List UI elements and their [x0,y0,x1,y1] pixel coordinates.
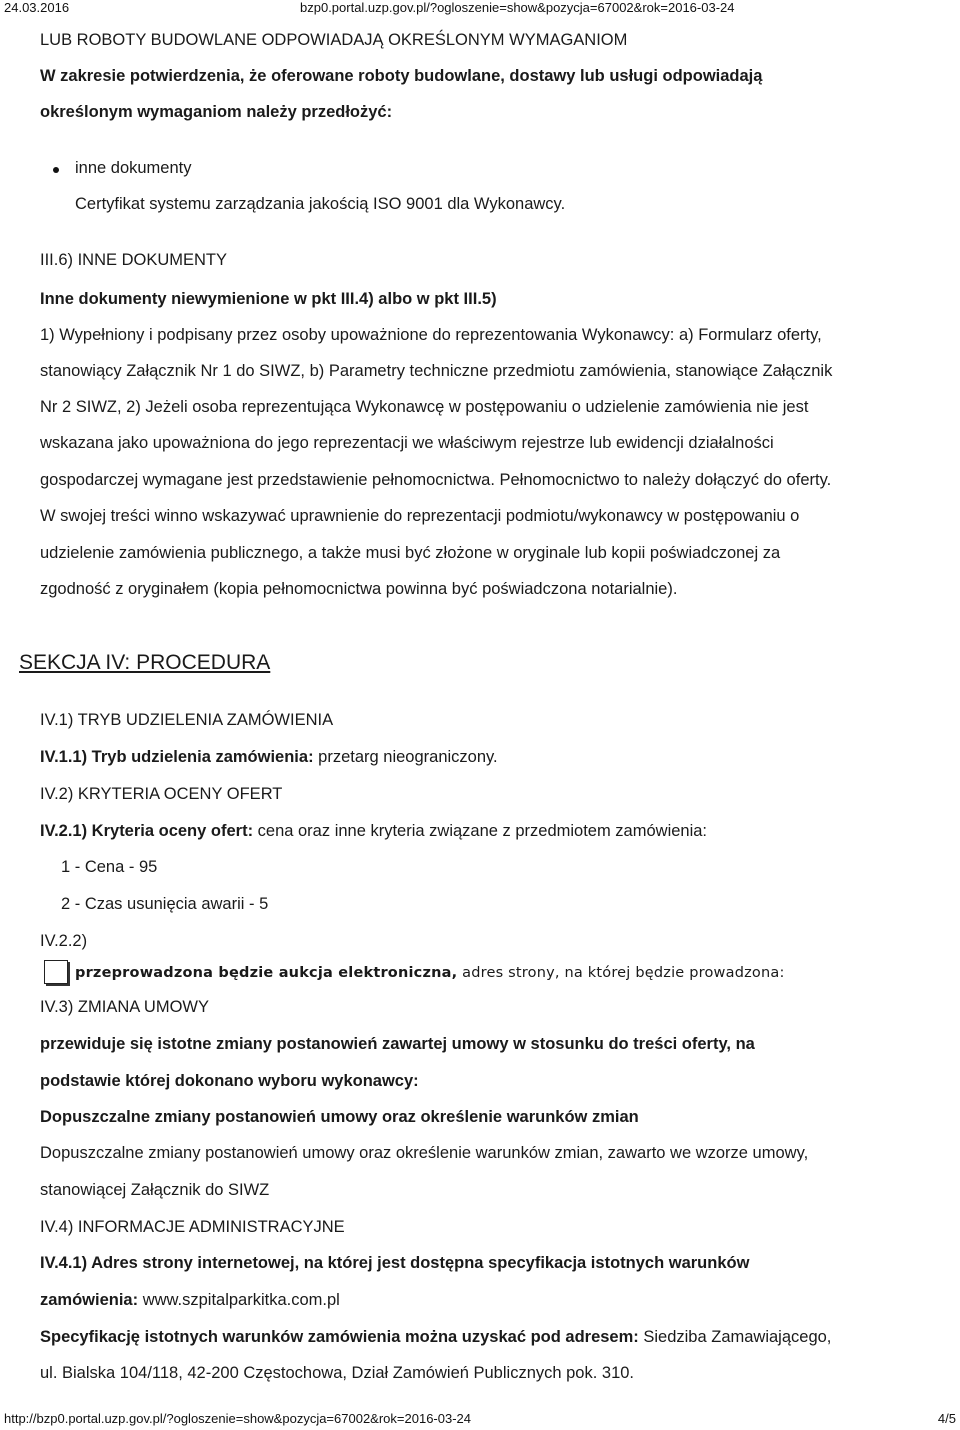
contract-change-detail-1: Dopuszczalne zmiany postanowień umowy oraz określenie warunków zmian, zawarto we wzorze umowy, [40,1144,809,1162]
criterion-item: 1 - Cena - 95 [61,858,158,876]
page-number: 4/5 [937,1411,956,1426]
list-item-other-documents: inne dokumenty [75,159,192,177]
heading-criteria: IV.2) KRYTERIA OCENY OFERT [40,785,283,803]
other-documents-label: Inne dokumenty niewymienione w pkt III.4) albo w pkt III.5) [40,290,497,308]
requirements-text-2: określonym wymaganiom należy przedłożyć: [40,103,393,121]
contract-change-text-1: przewiduje się istotne zmiany postanowień zawartej umowy w stosunku do treści oferty, na [40,1035,755,1053]
list-item-detail: Certyfikat systemu zarządzania jakością ISO 9001 dla Wykonawcy. [75,195,566,213]
heading-contract-change: IV.3) ZMIANA UMOWY [40,998,209,1016]
heading-admin-info: IV.4) INFORMACJE ADMINISTRACYJNE [40,1218,345,1236]
print-date: 24.03.2016 [4,0,70,15]
paragraph-line: W swojej treści winno wskazywać uprawnienie do reprezentacji podmiotu/wykonawcy w postępowaniu o [40,507,800,525]
auction-value: adres strony, na której będzie prowadzona: [457,965,785,981]
paragraph-line: udzielenie zamówienia publicznego, a także musi być złożone w oryginale lub kopii poświadczonej za [40,544,781,562]
section-title: SEKCJA IV: PROCEDURA [19,651,271,674]
paragraph-line: wskazana jako upoważniona do jego reprezentacji we właściwym rejestrze lub ewidencji działalności [40,434,774,452]
paragraph-line: stanowiący Załącznik Nr 1 do SIWZ, b) Parametry techniczne przedmiotu zamówienia, stanowiące Załącznik [40,362,833,380]
print-url-header: bzp0.portal.uzp.gov.pl/?ogloszenie=show&pozycja=67002&rok=2016-03-24 [300,0,735,15]
criterion-item: 2 - Czas usunięcia awarii - 5 [61,895,269,913]
heading-other-documents: III.6) INNE DOKUMENTY [40,251,228,269]
spec-address-value: Siedziba Zamawiającego, [638,1328,832,1346]
auction-line [75,963,785,983]
procedure-type-value: przetarg nieograniczony. [313,748,498,766]
contract-change-subheading: Dopuszczalne zmiany postanowień umowy oraz określenie warunków zmian [40,1108,639,1126]
bullet-icon [53,167,59,173]
contract-change-detail-2: stanowiącej Załącznik do SIWZ [40,1181,270,1199]
spec-address-line [40,1327,831,1347]
spec-url-label-1: IV.4.1) Adres strony internetowej, na której jest dostępna specyfikacja istotnych warunków [40,1254,750,1272]
subheading-auction: IV.2.2) [40,932,88,950]
spec-address-label: Specyfikację istotnych warunków zamówienia można uzyskać pod adresem: [40,1328,639,1346]
requirements-text-1: W zakresie potwierdzenia, że oferowane roboty budowlane, dostawy lub usługi odpowiadają [40,67,763,85]
contract-change-text-2: podstawie której dokonano wyboru wykonawcy: [40,1072,419,1090]
criteria-value: cena oraz inne kryteria związane z przedmiotem zamówienia: [253,822,708,840]
criteria-label: IV.2.1) Kryteria oceny ofert: [40,822,254,840]
criteria-line [40,821,707,841]
procedure-type-label: IV.1.1) Tryb udzielenia zamówienia: [40,748,314,766]
auction-checkbox[interactable] [44,960,68,984]
heading-requirements: LUB ROBOTY BUDOWLANE ODPOWIADAJĄ OKREŚLONYM WYMAGANIOM [40,31,628,49]
paragraph-line: gospodarczej wymagane jest przedstawienie pełnomocnictwa. Pełnomocnictwo to należy dołączyć do oferty. [40,471,832,489]
paragraph-line: 1) Wypełniony i podpisany przez osoby upoważnione do reprezentowania Wykonawcy: a) Formularz oferty, [40,326,822,344]
paragraph-line: zgodność z oryginałem (kopia pełnomocnictwa powinna być poświadczona notarialnie). [40,580,678,598]
spec-url-label-2: zamówienia: [40,1291,139,1309]
spec-address-detail: ul. Bialska 104/118, 42-200 Częstochowa, Dział Zamówień Publicznych pok. 310. [40,1364,635,1382]
heading-procedure-type: IV.1) TRYB UDZIELENIA ZAMÓWIENIA [40,711,334,729]
auction-label: przeprowadzona będzie aukcja elektroniczna, [75,965,458,981]
spec-url-line [40,1290,340,1310]
print-url-footer: http://bzp0.portal.uzp.gov.pl/?ogloszenie=show&pozycja=67002&rok=2016-03-24 [4,1411,471,1426]
paragraph-line: Nr 2 SIWZ, 2) Jeżeli osoba reprezentująca Wykonawcę w postępowaniu o udzielenie zamówienia nie jest [40,398,809,416]
spec-url-value[interactable]: www.szpitalparkitka.com.pl [138,1291,340,1309]
procedure-type-line [40,747,498,767]
